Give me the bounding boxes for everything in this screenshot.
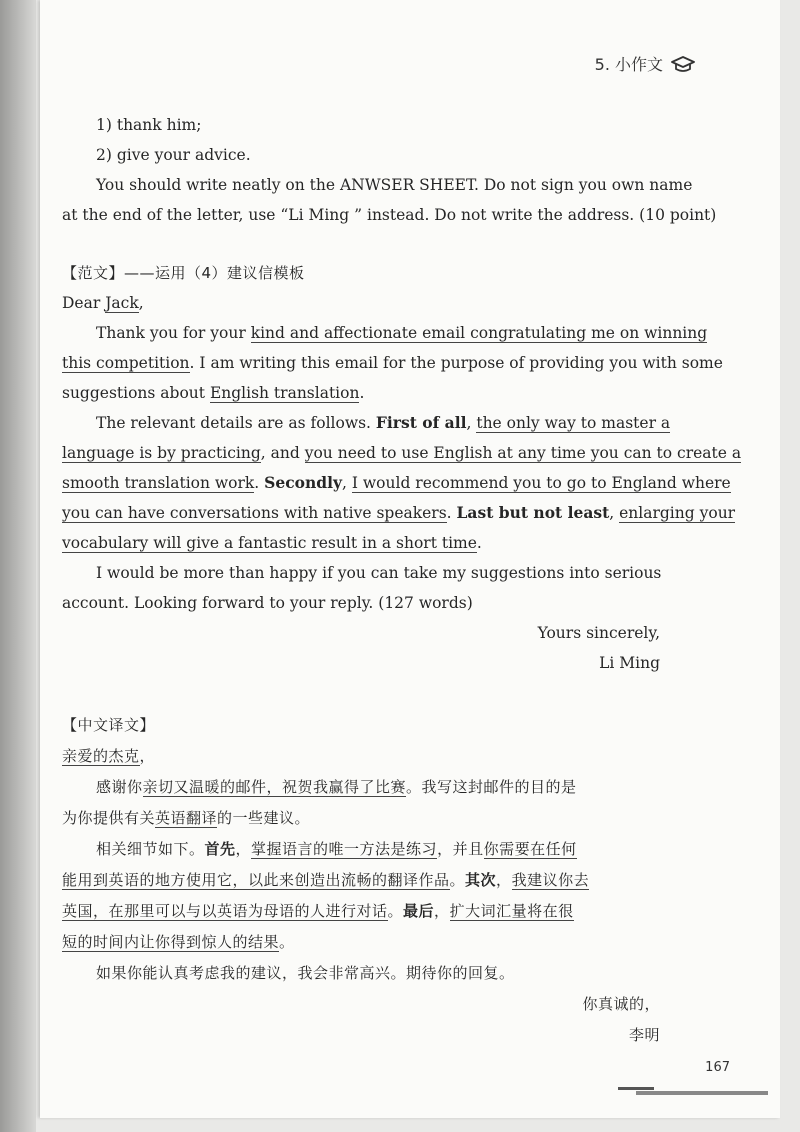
model-salutation: Dear Jack, xyxy=(62,294,144,312)
model-signature: Li Ming xyxy=(599,654,660,672)
footer-bar xyxy=(618,1084,768,1094)
graduation-cap-icon xyxy=(671,55,695,73)
model-essay-tag: 【范文】——运用（4）建议信模板 xyxy=(62,264,305,282)
model-p1-line3: suggestions about English translation. xyxy=(62,384,365,402)
translation-salutation: 亲爱的杰克， xyxy=(62,747,156,765)
section-title: 5. 小作文 xyxy=(594,55,663,74)
translation-p2-line1: 相关细节如下。首先，掌握语言的唯一方法是练习，并且你需要在任何 xyxy=(96,840,577,858)
task-instructions xyxy=(62,110,717,230)
translation-p2-line4: 短的时间内让你得到惊人的结果。 xyxy=(62,933,295,951)
model-p2-line5: vocabulary will give a fantastic result in a short time. xyxy=(62,534,482,552)
translation-p2-line3: 英国，在那里可以与以英语为母语的人进行对话。最后，扩大词汇量将在很 xyxy=(62,902,574,920)
page-number: 167 xyxy=(705,1060,730,1075)
translation-p1-line1: 感谢你亲切又温暖的邮件，祝贺我赢得了比赛。我写这封邮件的目的是 xyxy=(96,778,577,796)
translation-p2-line2: 能用到英语的地方使用它，以此来创造出流畅的翻译作品。其次，我建议你去 xyxy=(62,871,590,889)
model-p2-line3: smooth translation work. Secondly, I would recommend you to go to England where xyxy=(62,473,731,492)
translation-signature: 李明 xyxy=(628,1026,660,1044)
translation-closing: 你真诚的， xyxy=(582,995,660,1013)
model-p3-line1: I would be more than happy if you can take my suggestions into serious xyxy=(96,564,662,582)
model-closing: Yours sincerely, xyxy=(537,624,660,642)
task-instruction-line-1: You should write neatly on the ANWSER SHEET. Do not sign you own name xyxy=(96,176,693,194)
model-p3-line2: account. Looking forward to your reply. (127 words) xyxy=(62,594,473,612)
task-instruction-line-2: at the end of the letter, use “Li Ming ” instead. Do not write the address. (10 point) xyxy=(62,206,717,224)
task-item-1: 1) thank him; xyxy=(96,116,202,134)
model-p2-line4: you can have conversations with native speakers. Last but not least, enlarging your xyxy=(62,503,736,522)
translation-tag: 【中文译文】 xyxy=(62,716,156,734)
model-p2-line2: language is by practicing, and you need to use English at any time you can to create a xyxy=(62,444,742,462)
model-essay xyxy=(62,258,742,678)
translation-p1-line2: 为你提供有关英语翻译的一些建议。 xyxy=(62,809,311,827)
model-p1-line1: Thank you for your kind and affectionate email congratulating me on winning xyxy=(96,324,708,342)
model-p1-line2: this competition. I am writing this email for the purpose of providing you with some xyxy=(62,354,723,372)
translation-p3: 如果你能认真考虑我的建议，我会非常高兴。期待你的回复。 xyxy=(96,964,515,982)
chinese-translation xyxy=(62,710,660,1051)
binding-edge xyxy=(0,0,36,1132)
section-header xyxy=(595,52,695,75)
task-item-2: 2) give your advice. xyxy=(96,146,251,164)
model-p2-line1: The relevant details are as follows. First of all, the only way to master a xyxy=(96,413,671,432)
